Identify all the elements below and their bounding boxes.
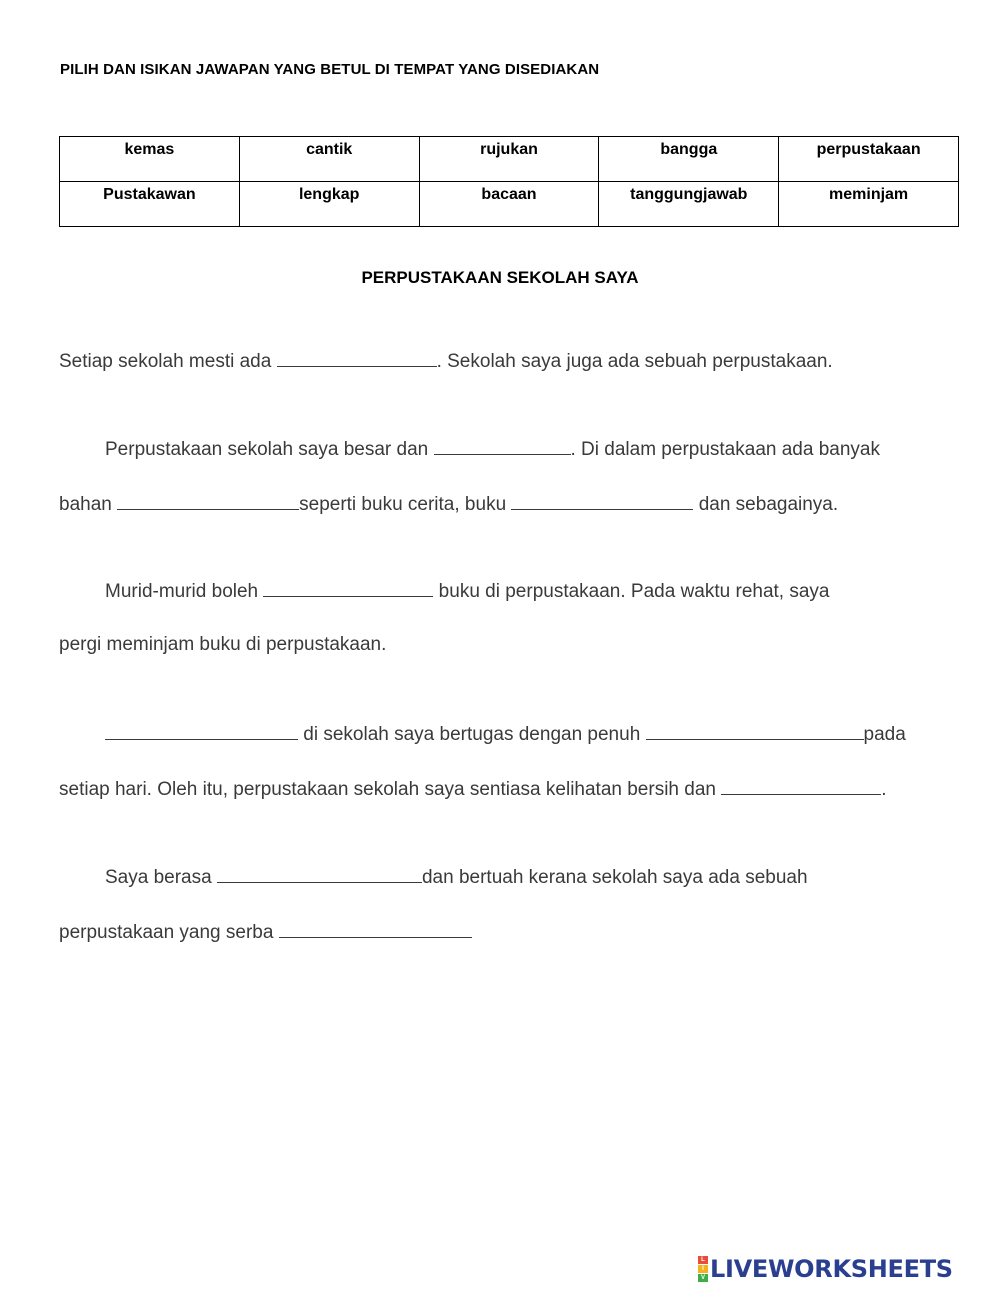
- answer-blank-3[interactable]: [117, 491, 299, 510]
- passage-line-2: [105, 436, 880, 461]
- word-bank-cell: kemas: [60, 137, 240, 182]
- word-bank-cell: Pustakawan: [60, 182, 240, 227]
- word-bank-cell: tanggungjawab: [599, 182, 779, 227]
- word-bank-row: [60, 182, 959, 227]
- instruction-heading: PILIH DAN ISIKAN JAWAPAN YANG BETUL DI TEMPAT YANG DISEDIAKAN: [60, 61, 600, 78]
- answer-blank-2[interactable]: [434, 436, 571, 455]
- logo-letter: V: [698, 1274, 708, 1282]
- passage-text: . Di dalam perpustakaan ada banyak: [570, 439, 880, 460]
- passage-text: pergi meminjam buku di perpustakaan.: [59, 634, 387, 655]
- passage-text: bahan: [59, 494, 118, 515]
- passage-text: buku di perpustakaan. Pada waktu rehat, saya: [433, 581, 830, 602]
- word-bank-cell: rujukan: [419, 137, 599, 182]
- passage-line-5: [59, 634, 386, 656]
- passage-line-3: [59, 491, 838, 516]
- liveworksheets-logo: [698, 1254, 953, 1284]
- passage-text: Murid-murid boleh: [105, 581, 264, 602]
- word-bank-cell: bangga: [599, 137, 779, 182]
- passage-text: . Sekolah saya juga ada sebuah perpustakaan.: [436, 351, 833, 372]
- logo-letter: I: [698, 1265, 708, 1273]
- answer-blank-7[interactable]: [646, 721, 864, 740]
- passage-text: seperti buku cerita, buku: [299, 494, 512, 515]
- passage-line-4: [105, 578, 830, 603]
- logo-mark-icon: [698, 1256, 708, 1282]
- answer-blank-5[interactable]: [263, 578, 433, 597]
- answer-blank-4[interactable]: [511, 491, 693, 510]
- passage-text: pada: [863, 724, 906, 745]
- passage-text: dan sebagainya.: [693, 494, 839, 515]
- passage-line-1: [59, 348, 833, 373]
- passage-text: setiap hari. Oleh itu, perpustakaan sekolah saya sentiasa kelihatan bersih dan: [59, 779, 722, 800]
- word-bank-cell: cantik: [239, 137, 419, 182]
- answer-blank-6[interactable]: [105, 721, 298, 740]
- logo-letter: L: [698, 1256, 708, 1264]
- passage-line-9: [59, 919, 472, 944]
- passage-text: Saya berasa: [105, 867, 217, 888]
- answer-blank-1[interactable]: [277, 348, 437, 367]
- passage-text: Setiap sekolah mesti ada: [59, 351, 277, 372]
- passage-text: Perpustakaan sekolah saya besar dan: [105, 439, 434, 460]
- word-bank-cell: perpustakaan: [779, 137, 959, 182]
- word-bank-cell: lengkap: [239, 182, 419, 227]
- logo-text: LIVEWORKSHEETS: [710, 1255, 953, 1283]
- passage-line-6: [105, 721, 906, 746]
- answer-blank-8[interactable]: [721, 776, 881, 795]
- passage-text: perpustakaan yang serba: [59, 922, 279, 943]
- passage-line-7: [59, 776, 887, 801]
- answer-blank-10[interactable]: [279, 919, 472, 938]
- answer-blank-9[interactable]: [217, 864, 422, 883]
- word-bank-row: [60, 137, 959, 182]
- word-bank-cell: meminjam: [779, 182, 959, 227]
- passage-text: dan bertuah kerana sekolah saya ada sebuah: [421, 867, 808, 888]
- word-bank-cell: bacaan: [419, 182, 599, 227]
- passage-line-8: [105, 864, 808, 889]
- passage-text: .: [881, 779, 887, 800]
- passage-text: di sekolah saya bertugas dengan penuh: [298, 724, 646, 745]
- word-bank-table: [59, 136, 959, 227]
- passage-title: PERPUSTAKAAN SEKOLAH SAYA: [361, 268, 639, 287]
